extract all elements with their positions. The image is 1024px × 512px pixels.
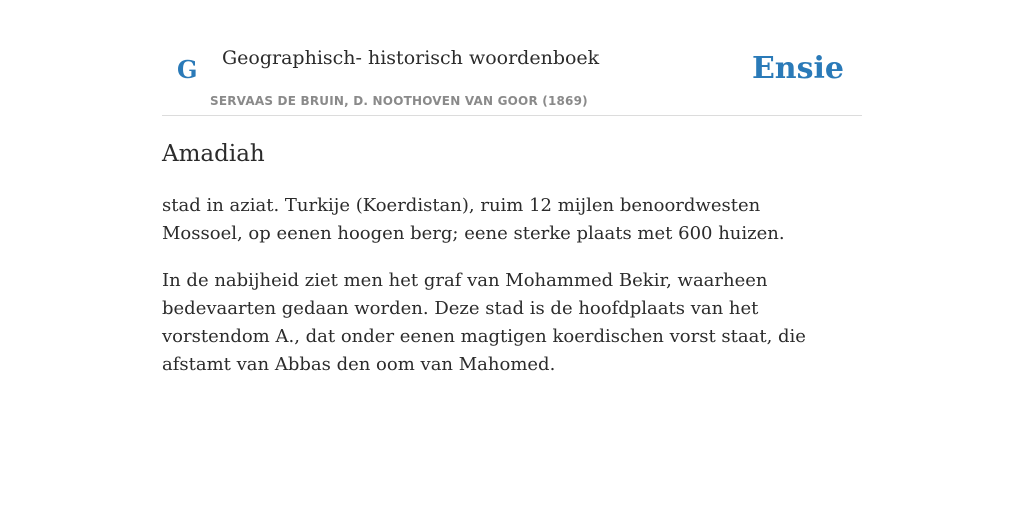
entry-paragraph: stad in aziat. Turkije (Koerdistan), ruim 12 mijlen benoordwesten Mossoel, op eenen hoogen berg; eene sterke plaats met 600 huizen. (162, 195, 785, 244)
book-logo-letter[interactable]: G (177, 55, 198, 84)
book-title-link[interactable]: Geographisch- historisch woordenboek (222, 47, 600, 69)
ensie-logo[interactable]: Ensie (751, 51, 844, 86)
book-header (162, 38, 862, 116)
book-authors: SERVAAS DE BRUIN, D. NOOTHOVEN VAN GOOR (1869) (210, 94, 588, 108)
entry-paragraph: In de nabijheid ziet men het graf van Mohammed Bekir, waarheen bedevaarten gedaan worden. Deze stad is de hoofdplaats van het vorstendom A., dat onder eenen magtigen koerdischen vorst staat, die afstamt van Abbas den oom van Mahomed. (162, 270, 806, 375)
entry-title: Amadiah (162, 141, 265, 167)
entry-body (162, 192, 842, 398)
